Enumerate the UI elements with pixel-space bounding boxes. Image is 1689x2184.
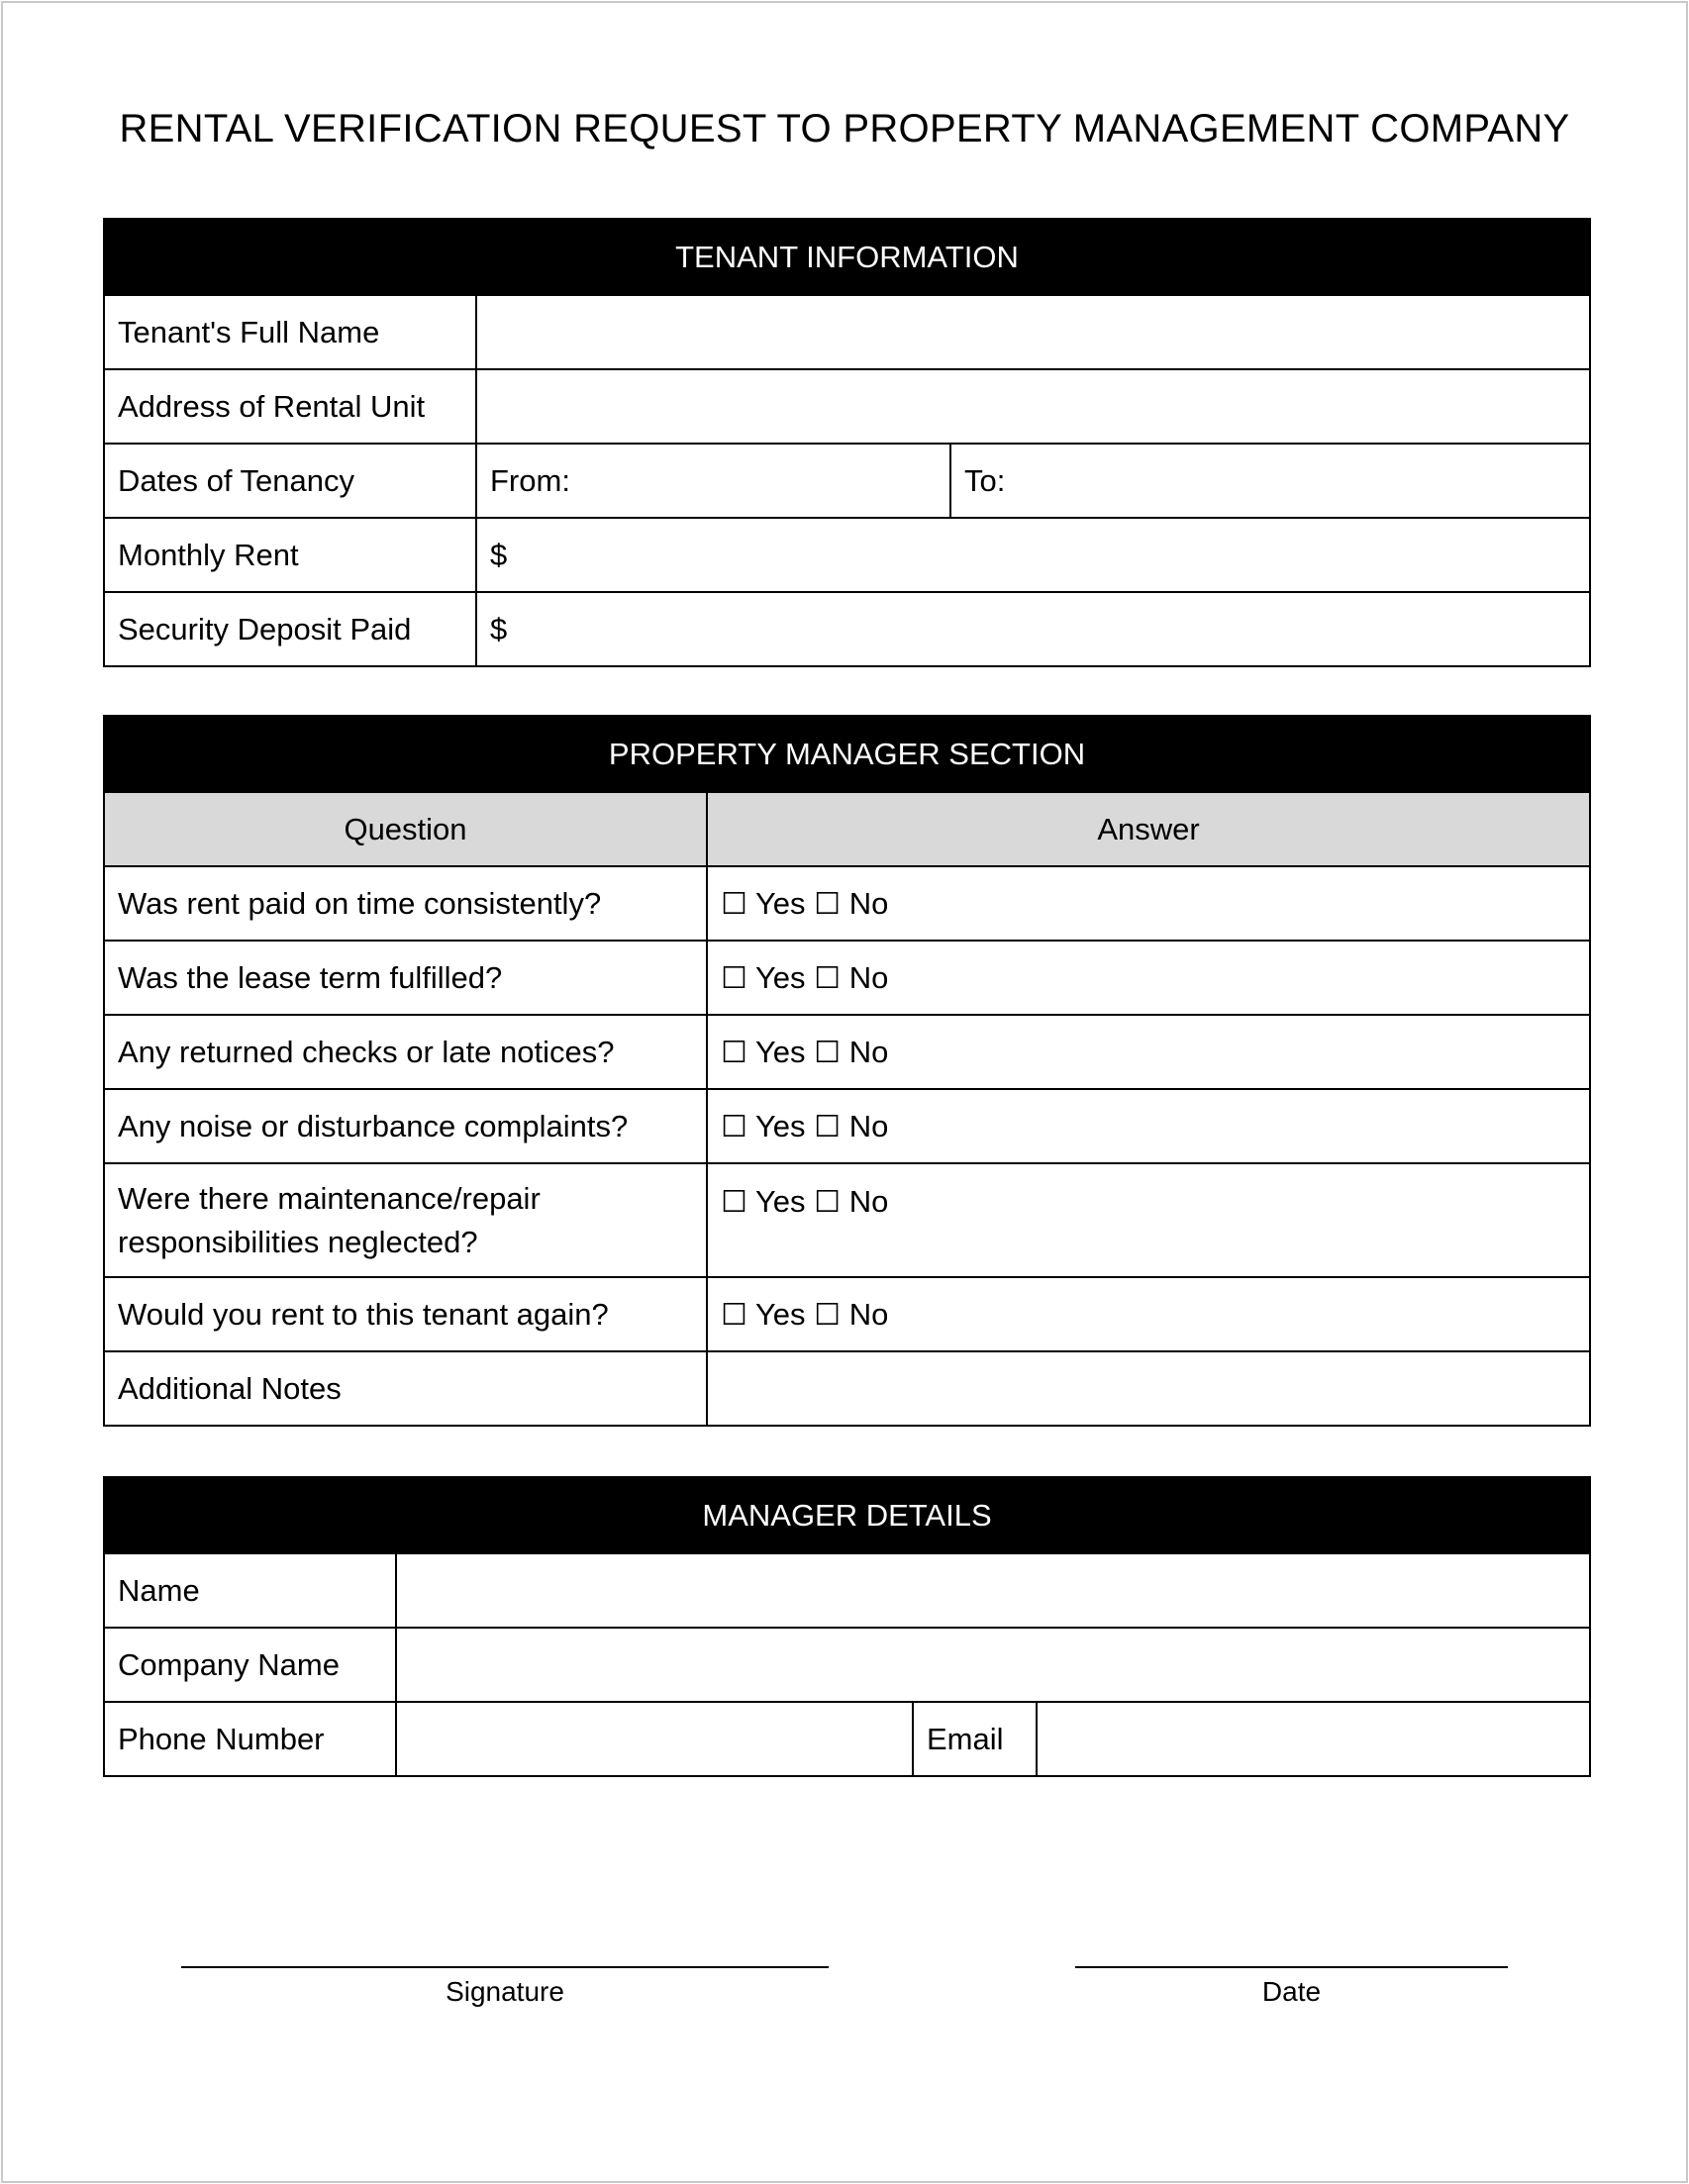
question-row xyxy=(104,1089,1590,1163)
tenancy-to-field[interactable] xyxy=(950,444,1590,518)
security-deposit-field[interactable] xyxy=(476,592,1590,666)
answer-cell xyxy=(707,866,1590,941)
additional-notes-field[interactable] xyxy=(707,1351,1590,1426)
email-field[interactable] xyxy=(1037,1702,1590,1776)
tenancy-dates-label: Dates of Tenancy xyxy=(104,444,476,518)
manager-name-label: Name xyxy=(104,1553,396,1628)
yes-checkbox[interactable]: ☐ xyxy=(721,1297,747,1333)
manager-details-heading: MANAGER DETAILS xyxy=(104,1477,1590,1553)
manager-details-table xyxy=(103,1476,1591,1777)
monthly-rent-currency: $ xyxy=(490,537,508,572)
yes-checkbox[interactable]: ☐ xyxy=(721,1185,747,1220)
question-text: Was rent paid on time consistently? xyxy=(104,866,707,941)
tenant-full-name-field[interactable] xyxy=(476,295,1590,369)
tenant-full-name-label: Tenant's Full Name xyxy=(104,295,476,369)
yes-checkbox[interactable]: ☐ xyxy=(721,886,747,922)
monthly-rent-field[interactable] xyxy=(476,518,1590,592)
answer-cell xyxy=(707,1163,1590,1277)
yes-checkbox[interactable]: ☐ xyxy=(721,1035,747,1070)
yes-checkbox[interactable]: ☐ xyxy=(721,1109,747,1144)
email-label: Email xyxy=(913,1702,1037,1776)
tenancy-from-field[interactable] xyxy=(476,444,950,518)
question-text: Would you rent to this tenant again? xyxy=(104,1277,707,1351)
question-row xyxy=(104,866,1590,941)
yes-label: Yes xyxy=(754,959,806,995)
question-text: Any noise or disturbance complaints? xyxy=(104,1089,707,1163)
phone-number-field[interactable] xyxy=(396,1702,913,1776)
signature-label: Signature xyxy=(446,1976,564,2007)
yes-label: Yes xyxy=(754,1184,806,1219)
yes-label: Yes xyxy=(754,1296,806,1332)
date-line[interactable] xyxy=(1075,1966,1508,1968)
yes-label: Yes xyxy=(754,885,806,921)
additional-notes-label: Additional Notes xyxy=(104,1351,707,1426)
question-text: Were there maintenance/repair responsibilities neglected? xyxy=(104,1163,707,1277)
monthly-rent-label: Monthly Rent xyxy=(104,518,476,592)
no-checkbox[interactable]: ☐ xyxy=(814,1109,842,1144)
no-checkbox[interactable]: ☐ xyxy=(814,886,842,922)
tenancy-to-label: To: xyxy=(964,462,1006,498)
question-text: Was the lease term fulfilled? xyxy=(104,941,707,1015)
manager-name-field[interactable] xyxy=(396,1553,1590,1628)
no-label: No xyxy=(848,1296,889,1332)
question-row xyxy=(104,1015,1590,1089)
no-checkbox[interactable]: ☐ xyxy=(814,1035,842,1070)
yes-label: Yes xyxy=(754,1034,806,1069)
no-label: No xyxy=(848,1184,889,1219)
no-label: No xyxy=(848,959,889,995)
property-manager-table xyxy=(103,715,1591,1427)
phone-number-label: Phone Number xyxy=(104,1702,396,1776)
question-row xyxy=(104,1277,1590,1351)
yes-checkbox[interactable]: ☐ xyxy=(721,960,747,996)
answer-cell xyxy=(707,1015,1590,1089)
tenancy-from-label: From: xyxy=(490,462,570,498)
no-label: No xyxy=(848,885,889,921)
security-deposit-currency: $ xyxy=(490,611,508,646)
rental-address-label: Address of Rental Unit xyxy=(104,369,476,444)
answer-cell xyxy=(707,1277,1590,1351)
yes-label: Yes xyxy=(754,1108,806,1143)
tenant-information-table xyxy=(103,218,1591,667)
company-name-field[interactable] xyxy=(396,1628,1590,1702)
property-manager-heading: PROPERTY MANAGER SECTION xyxy=(104,716,1590,792)
no-checkbox[interactable]: ☐ xyxy=(814,960,842,996)
tenant-information-heading: TENANT INFORMATION xyxy=(104,219,1590,295)
question-row xyxy=(104,1163,1590,1277)
document-title: RENTAL VERIFICATION REQUEST TO PROPERTY MANAGEMENT COMPANY xyxy=(119,107,1570,150)
date-label: Date xyxy=(1261,1976,1322,2007)
company-name-label: Company Name xyxy=(104,1628,396,1702)
no-checkbox[interactable]: ☐ xyxy=(814,1185,842,1220)
no-label: No xyxy=(848,1108,889,1143)
rental-address-field[interactable] xyxy=(476,369,1590,444)
answer-cell xyxy=(707,941,1590,1015)
answer-column-header: Answer xyxy=(707,792,1590,866)
signature-line[interactable] xyxy=(181,1966,829,1968)
no-checkbox[interactable]: ☐ xyxy=(814,1297,842,1333)
question-column-header: Question xyxy=(104,792,707,866)
question-row xyxy=(104,941,1590,1015)
no-label: No xyxy=(848,1034,889,1069)
answer-cell xyxy=(707,1089,1590,1163)
question-text: Any returned checks or late notices? xyxy=(104,1015,707,1089)
security-deposit-label: Security Deposit Paid xyxy=(104,592,476,666)
